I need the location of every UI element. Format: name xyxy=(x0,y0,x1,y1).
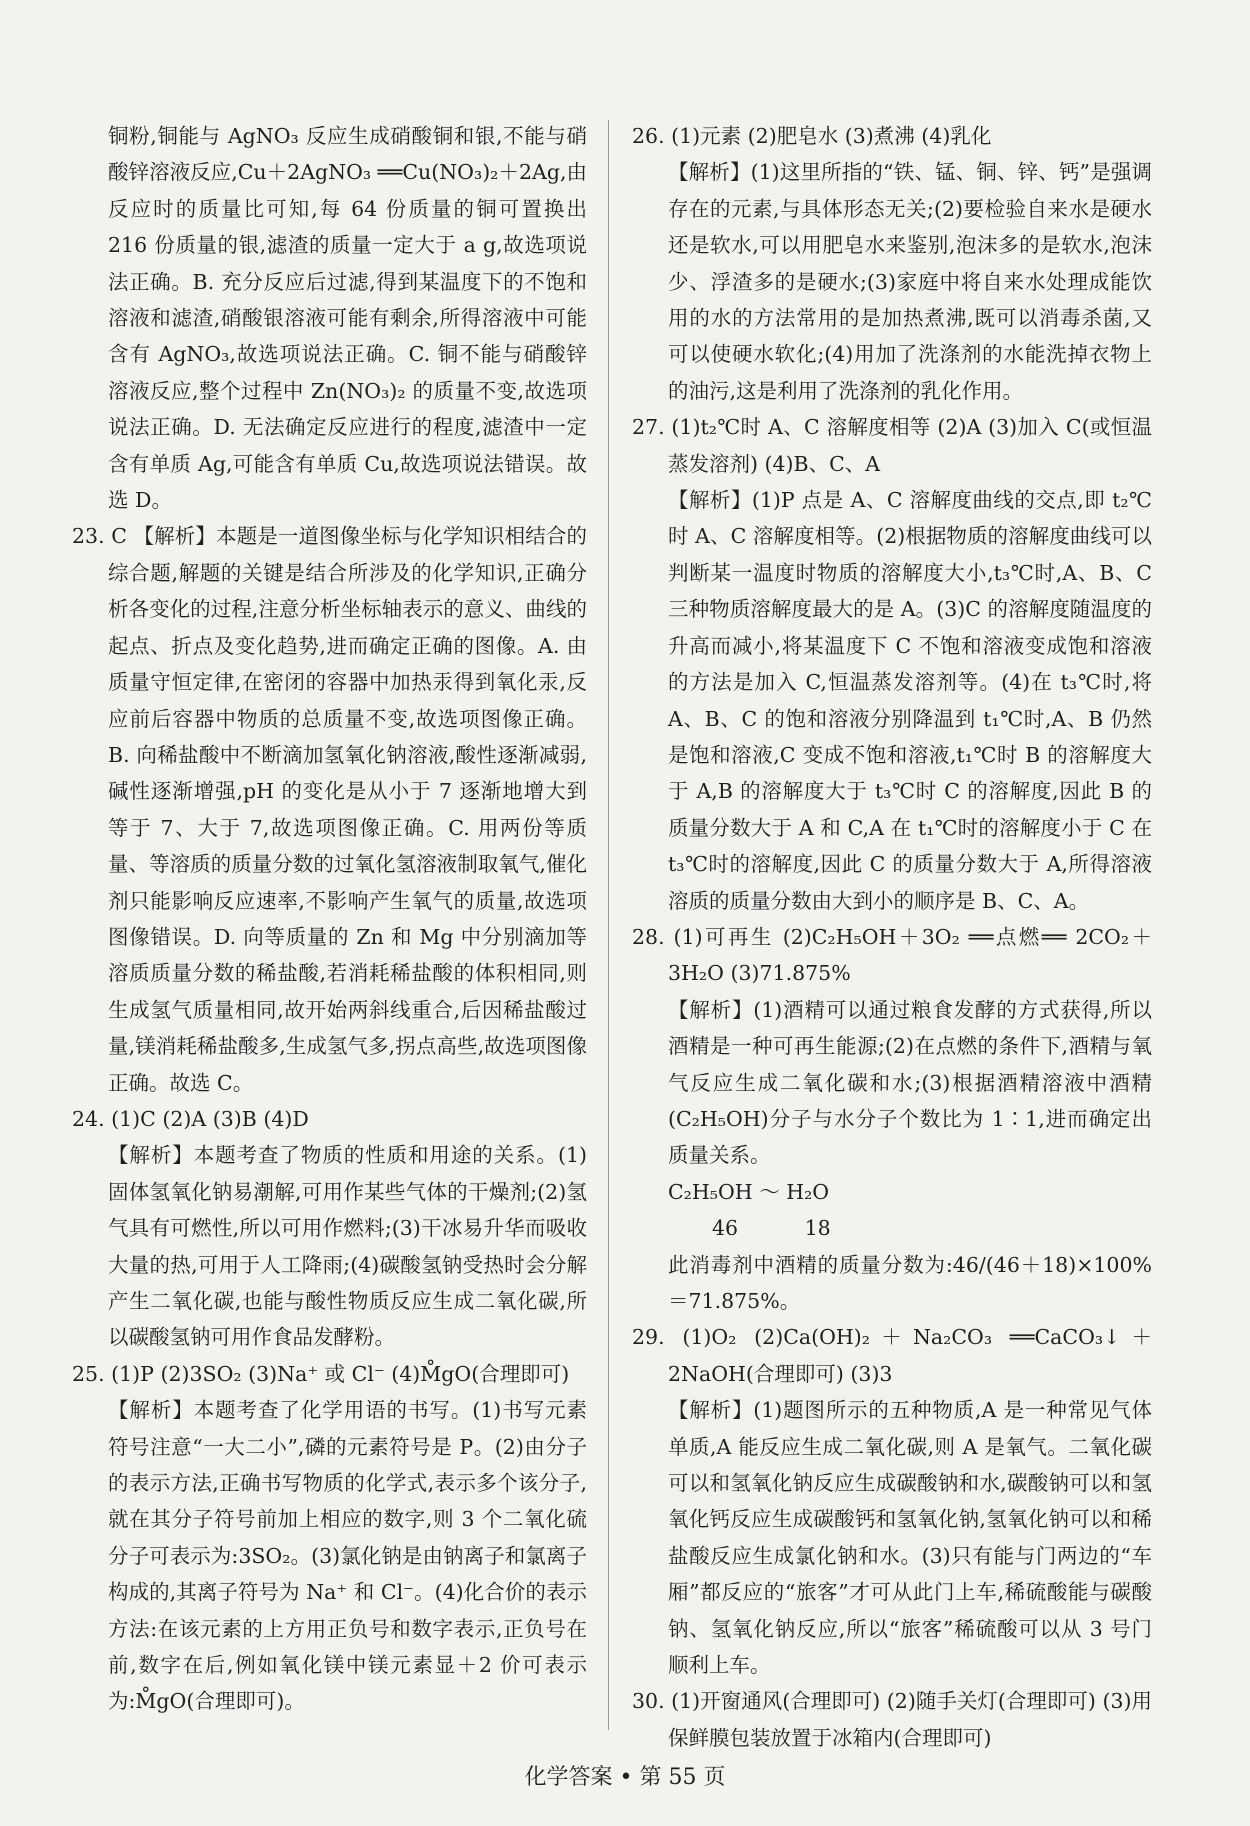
paragraph: 【解析】本题考查了物质的性质和用途的关系。(1)固体氢氧化钠易潮解,可用作某些气体的干燥剂;(2)氢气具有可燃性,所以可用作燃料;(3)干冰易升华而吸收大量的热,可用于人工降雨;(4)碳酸氢钠受热时会分解产生二氧化碳,也能与酸性物质反应生成二氧化碳,所以碳酸氢钠可用作食品发酵粉。 xyxy=(108,1143,587,1350)
left-column xyxy=(72,118,587,1720)
paragraph: C₂H₅OH ～ H₂O xyxy=(668,1179,830,1204)
column-divider xyxy=(608,120,609,1730)
paragraph: 【解析】(1)酒精可以通过粮食发酵的方式获得,所以酒精是一种可再生能源;(2)在点燃的条件下,酒精与氧气反应生成二氧化碳和水;(3)根据酒精溶液中酒精(C₂H₅OH)分子与水分子个数比为 1∶1,进而确定出质量关系。 xyxy=(668,997,1152,1168)
paragraph: 46 18 xyxy=(712,1216,831,1241)
paragraph: 24. (1)C (2)A (3)B (4)D xyxy=(72,1106,309,1131)
paragraph: 25. (1)P (2)3SO₂ (3)Na⁺ 或 Cl⁻ (4)M̊gO(合理即可) xyxy=(72,1361,570,1386)
paragraph: 【解析】(1)这里所指的“铁、锰、铜、锌、钙”是强调存在的元素,与具体形态无关;(2)要检验自来水是硬水还是软水,可以用肥皂水来鉴别,泡沫多的是软水,泡沫少、浮渣多的是硬水;(3)家庭中将自来水处理成能饮用的水的方法常用的是加热煮沸,既可以消毒杀菌,又可以使硬水软化;(4)用加了洗涤剂的水能洗掉衣物上的油污,这是利用了洗涤剂的乳化作用。 xyxy=(668,160,1152,403)
paragraph: 26. (1)元素 (2)肥皂水 (3)煮沸 (4)乳化 xyxy=(632,124,992,148)
paragraph: 此消毒剂中酒精的质量分数为:46/(46＋18)×100%＝71.875%。 xyxy=(668,1252,1152,1313)
paragraph: 29. (1)O₂ (2)Ca(OH)₂＋Na₂CO₃ ══CaCO₃↓＋2NaOH(合理即可) (3)3 xyxy=(632,1325,1152,1386)
page-footer: 化学答案 • 第 55 页 xyxy=(524,1765,726,1790)
paragraph: 30. (1)开窗通风(合理即可) (2)随手关灯(合理即可) (3)用保鲜膜包装放置于冰箱内(合理即可) xyxy=(632,1689,1152,1750)
paragraph: 【解析】(1)题图所示的五种物质,A 是一种常见气体单质,A 能反应生成二氧化碳,则 A 是氧气。二氧化碳可以和氢氧化钠反应生成碳酸钠和水,碳酸钠可以和氢氧化钙反应生成碳酸钙和氢氧化钠,氢氧化钠可以和稀盐酸反应生成氯化钠和水。(3)只有能与门两边的“车厢”都反应的“旅客”才可从此门上车,稀硫酸能与碳酸钠、氢氧化钠反应,所以“旅客”稀硫酸可以从 3 号门顺利上车。 xyxy=(668,1398,1152,1678)
paragraph: 23. C 【解析】本题是一道图像坐标与化学知识相结合的综合题,解题的关键是结合所涉及的化学知识,正确分析各变化的过程,注意分析坐标轴表示的意义、曲线的起点、折点及变化趋势,进而确定正确的图像。A. 由质量守恒定律,在密闭的容器中加热汞得到氧化汞,反应前后容器中物质的总质量不变,故选项图像正确。B. 向稀盐酸中不断滴加氢氧化钠溶液,酸性逐渐减弱,碱性逐渐增强,pH 的变化是从小于 7 逐渐地增大到等于 7、大于 7,故选项图像正确。C. 用两份等质量、等溶质的质量分数的过氧化氢溶液制取氧气,催化剂只能影响反应速率,不影响产生氧气的质量,故选项图像错误。D. 向等质量的 Zn 和 Mg 中分别滴加等溶质质量分数的稀盐酸,若消耗稀盐酸的体积相同,则生成氢气质量相同,故开始两斜线重合,后因稀盐酸过量,镁消耗稀盐酸多,生成氢气多,拐点高些,故选项图像正确。故选 C。 xyxy=(72,524,587,1095)
paragraph: 【解析】(1)P 点是 A、C 溶解度曲线的交点,即 t₂℃时 A、C 溶解度相等。(2)根据物质的溶解度曲线可以判断某一温度时物质的溶解度大小,t₃℃时,A、B、C 三种物质溶解度最大的是 A。(3)C 的溶解度随温度的升高而减小,将某温度下 C 不饱和溶液变成饱和溶液的方法是加入 C,恒温蒸发溶剂等。(4)在 t₃℃时,将 A、B、C 的饱和溶液分别降温到 t₁℃时,A、B 仍然是饱和溶液,C 变成不饱和溶液,t₁℃时 B 的溶解度大于 A,B 的溶解度大于 t₃℃时 C 的溶解度,因此 B 的质量分数大于 A 和 C,A 在 t₁℃时的溶解度小于 C 在 t₃℃时的溶解度,因此 C 的质量分数大于 A,所得溶液溶质的质量分数由大到小的顺序是 B、C、A。 xyxy=(668,488,1152,913)
paragraph: 28. (1)可再生 (2)C₂H₅OH＋3O₂ ══点燃══ 2CO₂＋3H₂O (3)71.875% xyxy=(632,924,1152,986)
paragraph: 铜粉,铜能与 AgNO₃ 反应生成硝酸铜和银,不能与硝酸锌溶液反应,Cu＋2AgNO₃ ══Cu(NO₃)₂＋2Ag,由反应时的质量比可知,每 64 份质量的铜可置换出 216 份质量的银,滤渣的质量一定大于 a g,故选项说法正确。B. 充分反应后过滤,得到某温度下的不饱和溶液和滤渣,硝酸银溶液可能有剩余,所得溶液中可能含有 AgNO₃,故选项说法正确。C. 铜不能与硝酸锌溶液反应,整个过程中 Zn(NO₃)₂ 的质量不变,故选项说法正确。D. 无法确定反应进行的程度,滤渣中一定含有单质 Ag,可能含有单质 Cu,故选项说法错误。故选 D。 xyxy=(108,124,587,513)
right-column xyxy=(632,118,1152,1756)
paragraph: 27. (1)t₂℃时 A、C 溶解度相等 (2)A (3)加入 C(或恒温蒸发溶剂) (4)B、C、A xyxy=(632,415,1152,476)
paragraph: 【解析】本题考查了化学用语的书写。(1)书写元素符号注意“一大二小”,磷的元素符号是 P。(2)由分子的表示方法,正确书写物质的化学式,表示多个该分子,就在其分子符号前加上相应的数字,则 3 个二氧化硫分子可表示为:3SO₂。(3)氯化钠是由钠离子和氯离子构成的,其离子符号为 Na⁺ 和 Cl⁻。(4)化合价的表示方法:在该元素的上方用正负号和数字表示,正负号在前,数字在后,例如氧化镁中镁元素显＋2 价可表示为:M̊gO(合理即可)。 xyxy=(108,1398,587,1714)
